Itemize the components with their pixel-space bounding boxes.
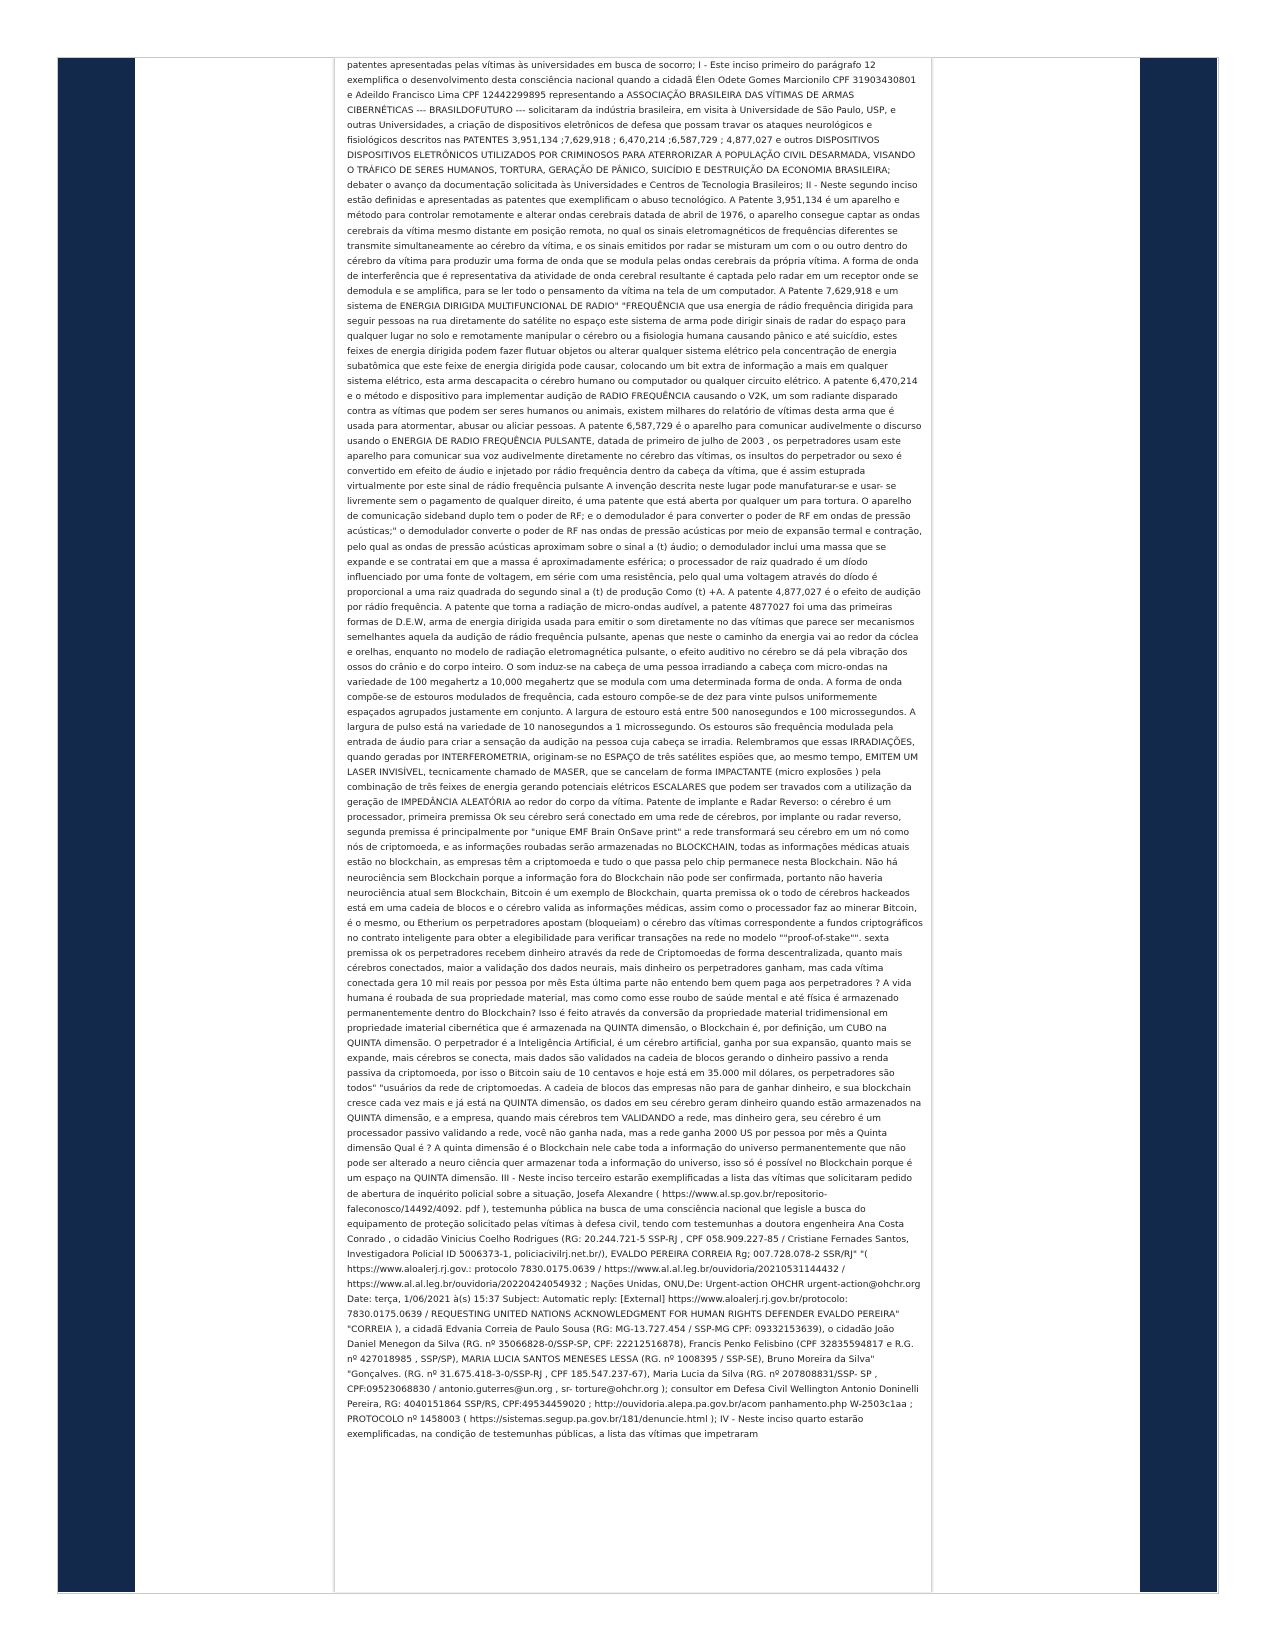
document-content-panel bbox=[334, 58, 932, 1592]
right-side-band bbox=[1140, 58, 1217, 1592]
left-side-band bbox=[58, 58, 135, 1592]
document-body-paragraph: patentes apresentadas pelas vítimas às universidades em busca de socorro; I - Este inciso primeiro do parágrafo 12 exemplifica o desenvolvimento desta consciência nacional quando a cidadã Élen Odete Gomes Marcionilo CPF 31903430801 e Adeildo Francisco Lima CPF 12442299895 representando a ASSOCIAÇÃO BRASILEIRA DAS VÍTIMAS DE ARMAS CIBERNÉTICAS --- BRASILDOFUTURO --- solicitaram da indústria brasileira, em visita à Universidade de São Paulo, USP, e outras Universidades, a criação de dispositivos eletrônicos de defesa que possam travar os ataques neurológicos e fisiológicos descritos nas PATENTES 3,951,134 ;7,629,918 ; 6,470,214 ;6,587,729 ; 4,877,027 e outros DISPOSITIVOS DISPOSITIVOS ELETRÔNICOS UTILIZADOS POR CRIMINOSOS PARA ATERRORIZAR A POPULAÇÃO CIVIL DESARMADA, VISANDO O TRÁFICO DE SERES HUMANOS, TORTURA, GERAÇÃO DE PÂNICO, SUICÍDIO E DESTRUIÇÃO DA ECONOMIA BRASILEIRA; debater o avanço da documentação solicitada às Universidades e Centros de Tecnologia Brasileiros; II - Neste segundo inciso estão definidas e apresentadas as patentes que exemplificam o abuso tecnológico. A Patente 3,951,134 é um aparelho e método para controlar remotamente e alterar ondas cerebrais datada de abril de 1976, o aparelho consegue captar as ondas cerebrais da vítima mesmo distante em posição remota, no qual os sinais eletromagnéticos de frequências diferentes se transmite simultaneamente ao cérebro da vítima, e os sinais emitidos por radar se misturam um com o ou outro dentro do cérebro da vítima para produzir uma forma de onda que se modula pelas ondas cerebrais da própria vítima. A forma de onda de interferência que é representativa da atividade de onda cerebral resultante é captada pelo radar em um receptor onde se demodula e se amplifica, para se ler todo o pensamento da vítima na tela de um computador. A Patente 7,629,918 e um sistema de ENERGIA DIRIGIDA MULTIFUNCIONAL DE RADIO" "FREQUÊNCIA que usa energia de rádio frequência dirigida para seguir pessoas na rua diretamente do satélite no espaço este sistema de arma pode dirigir sinais de radar do espaço para qualquer lugar no solo e remotamente manipular o cérebro ou a fisiologia humana causando pânico e até suicídio, estes feixes de energia dirigida podem fazer flutuar objetos ou alterar qualquer sistema elétrico pela concentração de energia subatômica que este feixe de energia dirigida pode causar, colocando um bit extra de informação a mais em qualquer sistema elétrico, esta arma descapacita o cérebro humano ou computador ou qualquer circuito elétrico. A patente 6,470,214 e o método e dispositivo para implementar audição de RADIO FREQUÊNCIA causando o V2K, um som radiante disparado contra as vítimas que podem ser seres humanos ou animais, existem milhares do relatório de vítimas desta arma que é usada para atormentar, abusar ou aliciar pessoas. A patente 6,587,729 é o aparelho para comunicar audivelmente o discurso usando o ENERGIA DE RADIO FREQUÊNCIA PULSANTE, datada de primeiro de julho de 2003 , os perpetradores usam este aparelho para comunicar sua voz audivelmente diretamente no cérebro das vítimas, os insultos do perpetrador ou sexo é convertido em efeito de áudio e injetado por rádio frequência dentro da cabeça da vítima, que é assim estuprada virtualmente por este sinal de rádio frequência pulsante A invenção descrita neste lugar pode manufaturar-se e usar- se livremente sem o pagamento de qualquer direito, é uma patente que está aberta por qualquer um para tortura. O aparelho de comunicação sideband duplo tem o poder de RF; e o demodulador é para converter o poder de RF em ondas de pressão acústicas;" o demodulador converte o poder de RF nas ondas de pressão acústicas por meio de expansão termal e contração, pelo qual as ondas de pressão acústicas aproximam sobre o sinal a (t) áudio; o demodulador inclui uma massa que se expande e se contratai em que a massa é aproximadamente esférica; o processador de raiz quadrado é um díodo influenciado por uma fonte de voltagem, em série com uma resistência, pelo qual uma voltagem através do díodo é proporcional a uma raiz quadrada do segundo sinal a (t) de produção Como (t) +A. A patente 4,877,027 é o efeito de audição por rádio frequência. A patente que torna a radiação de micro-ondas audível, a patente 4877027 foi uma das primeiras formas de D.E.W, arma de energia dirigida usada para emitir o som diretamente no das vítimas que parece ser mecanismos semelhantes aquela da audição de rádio frequência pulsante, apenas que neste o caminho da energia vai ao redor da cóclea e orelhas, enquanto no modelo de radiação eletromagnética pulsante, o efeito auditivo no cérebro se dá pela vibração dos ossos do crânio e do corpo inteiro. O som induz-se na cabeça de uma pessoa irradiando a cabeça com micro-ondas na variedade de 100 megahertz a 10,000 megahertz que se modula com uma determinada forma de onda. A forma de onda compõe-se de estouros modulados de frequência, cada estouro compõe-se de dez para vinte pulsos uniformemente espaçados agrupados justamente em conjunto. A largura de estouro está entre 500 nanosegundos e 100 microssegundos. A largura de pulso está na variedade de 10 nanosegundos a 1 microssegundo. Os estouros são frequência modulada pela entrada de áudio para criar a sensação da audição na pessoa cuja cabeça se irradia. Relembramos que essas IRRADIAÇÕES, quando geradas por INTERFEROMETRIA, originam-se no ESPAÇO de três satélites espiões que, ao mesmo tempo, EMITEM UM LASER INVISÍVEL, tecnicamente chamado de MASER, que se cancelam de forma IMPACTANTE (micro explosões ) pela combinação de três feixes de energia gerando potenciais elétricos ESCALARES que podem ser travados com a utilização da geração de IMPEDÂNCIA ALEATÓRIA ao redor do corpo da vítima. Patente de implante e Radar Reverso: o cérebro é um processador, primeira premissa Ok seu cérebro será conectado em uma rede de cérebros, por implante ou radar reverso, segunda premissa é principalmente por "unique EMF Brain OnSave print" a rede transformará seu cérebro em um nó como nós de criptomoeda, e as informações roubadas serão armazenadas no BLOCKCHAIN, todas as informações médicas atuais estão no blockchain, as empresas têm a criptomoeda e tudo o que passa pelo chip permanece nesta Blockchain. Não há neurociência sem Blockchain porque a informação fora do Blockchain não pode ser confirmada, portanto não haveria neurociência atual sem Blockchain, Bitcoin é um exemplo de Blockchain, quarta premissa ok o todo de cérebros hackeados está em uma cadeia de blocos e o cérebro valida as informações médicas, assim como o processador faz ao minerar Bitcoin, é o mesmo, ou Etherium os perpetradores apostam (bloqueiam) o cérebro das vítimas correspondente a fundos criptográficos no contrato inteligente para obter a elegibilidade para verificar transações na rede no modelo ""proof-of-stake"". sexta premissa ok os perpetradores recebem dinheiro através da rede de Criptomoedas de forma descentralizada, quanto mais cérebros conectados, maior a validação dos dados neurais, mais dinheiro os perpetradores ganham, mas cada vítima conectada gera 10 mil reais por pessoa por mês Esta última parte não entendo bem quem paga aos perpetradores ? A vida humana é roubada de sua propriedade material, mas como como esse roubo de saúde mental e até física é armazenado permanentemente dentro do Blockchain? Isso é feito através da conversão da propriedade material tridimensional em propriedade imaterial cibernética que é armazenada na QUINTA dimensão, o Blockchain é, por definição, um CUBO na QUINTA dimensão. O perpetrador é a Inteligência Artificial, é um cérebro artificial, ganha por sua expansão, quanto mais se expande, mais cérebros se conecta, mais dados são validados na cadeia de blocos gerando o dinheiro passivo a renda passiva da criptomoeda, por isso o Bitcoin saiu de 10 centavos e hoje está em 35.000 mil dólares, os perpetradores são todos" "usuários da rede de criptomoedas. A cadeia de blocos das empresas não para de ganhar dinheiro, e sua blockchain cresce cada vez mais e já está na QUINTA dimensão, os dados em seu cérebro geram dinheiro quando estão armazenados na QUINTA dimensão, e a empresa, quando mais cérebros tem VALIDANDO a rede, mas dinheiro gera, seu cérebro é um processador passivo validando a rede, você não ganha nada, mas a rede ganha 2000 US por pessoa por mês a Quinta dimensão Qual é ? A quinta dimensão é o Blockchain nele cabe toda a informação do universo permanentemente que não pode ser alterado a neuro ciência quer armazenar toda a informação do universo, isso só é possível no Blockchain porque é um espaço na QUINTA dimensão. III - Neste inciso terceiro estarão exemplificadas a lista das vítimas que solicitaram pedido de abertura de inquérito policial sobre a situação, Josefa Alexandre ( https://www.al.sp.gov.br/repositorio- faleconosco/14492/4092. pdf ), testemunha pública na busca de uma consciência nacional que legisle a busca do equipamento de proteção solicitado pelas vítimas à defesa civil, tendo com testemunhas a doutora engenheira Ana Costa Conrado , o cidadão Vinicius Coelho Rodrigues (RG: 20.244.721-5 SSP-RJ , CPF 058.909.227-85 / Cristiane Fernades Santos, Investigadora Policial ID 5006373-1, policiacivilrj.net.br/), EVALDO PEREIRA CORREIA Rg; 007.728.078-2 SSR/RJ" "( https://www.aloalerj.rj.gov.: protocolo 7830.0175.0639 / https://www.al.al.leg.br/ouvidoria/20210531144432 / https://www.al.al.leg.br/ouvidoria/20220424054932 ; Nações Unidas, ONU,De: Urgent-action OHCHR urgent-action@ohchr.org Date: terça, 1/06/2021 à(s) 15:37 Subject: Automatic reply: [External] https://www.aloalerj.rj.gov.br/protocolo: 7830.0175.0639 / REQUESTING UNITED NATIONS ACKNOWLEDGMENT FOR HUMAN RIGHTS DEFENDER EVALDO PEREIRA" "CORREIA ), a cidadã Edvania Correia de Paulo Sousa (RG: MG-13.727.454 / SSP-MG CPF: 09332153639), o cidadão João Daniel Menegon da Silva (RG. nº 35066828-0/SSP-SP, CPF: 22212516878), Francis Penko Felisbino (CPF 32835594817 e R.G. nº 427018985 , SSP/SP), MARIA LUCIA SANTOS MENESES LESSA (RG. nº 1008395 / SSP-SE), Bruno Moreira da Silva" "Gonçalves. (RG. nº 31.675.418-3-0/SSP-RJ , CPF 185.547.237-67), Maria Lucia da Silva (RG. nº 207808831/SSP- SP , CPF:09523068830 / antonio.guterres@un.org , sr- torture@ohchr.org ); consultor em Defesa Civil Wellington Antonio Doninelli Pereira, RG: 4040151864 SSP/RS, CPF:49534459020 ; http://ouvidoria.alepa.pa.gov.br/acom panhamento.php W-2503c1aa ; PROTOCOLO nº 1458003 ( https://sistemas.segup.pa.gov.br/181/denuncie.html ); IV - Neste inciso quarto estarão exemplificadas, na condição de testemunhas públicas, a lista das vítimas que impetraram bbox=[347, 61, 923, 1441]
